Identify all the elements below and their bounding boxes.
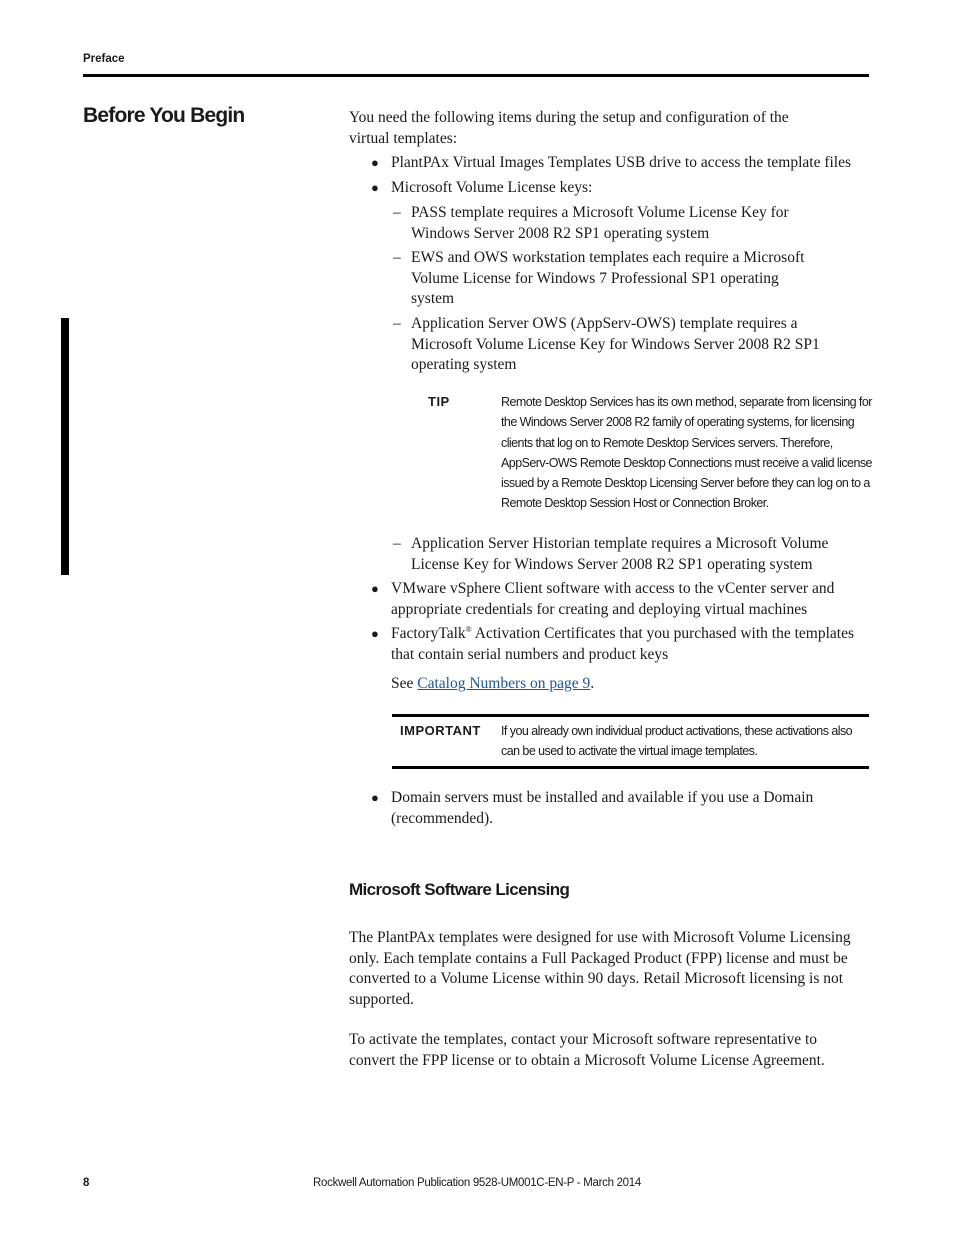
dash-marker: –: [393, 204, 401, 221]
see-suffix: .: [590, 675, 595, 692]
sub-item-appserv-ows: Application Server OWS (AppServ-OWS) template requires a Microsoft Volume License Key for Windows Server 2008 R2 SP1 operating system: [411, 315, 820, 373]
licensing-paragraph-2: To activate the templates, contact your Microsoft software representative to convert the FPP license or to obtain a Microsoft Volume License Agreement.: [349, 1031, 825, 1069]
list-item-domain: Domain servers must be installed and available if you use a Domain (recommended).: [391, 789, 814, 827]
bullet-marker: ●: [371, 626, 379, 641]
important-text: If you already own individual product activations, these activations also can be used to activate the virtual image templates.: [501, 724, 853, 759]
change-bar: [61, 318, 69, 575]
list-item-factorytalk: [391, 624, 869, 665]
see-prefix: See: [391, 675, 418, 692]
tip-label: TIP: [428, 394, 450, 409]
running-header: Preface: [83, 53, 125, 65]
catalog-numbers-link[interactable]: Catalog Numbers on page 9: [417, 675, 591, 692]
footer-publication: Rockwell Automation Publication 9528-UM001C-EN-P - March 2014: [313, 1177, 641, 1189]
bullet-marker: ●: [371, 581, 379, 596]
important-top-rule: [392, 714, 869, 717]
sub-item-pass: PASS template requires a Microsoft Volume License Key for Windows Server 2008 R2 SP1 operating system: [411, 204, 789, 242]
factorytalk-name: FactoryTalk: [391, 625, 466, 642]
bullet-marker: ●: [371, 155, 379, 170]
bullet-marker: ●: [371, 180, 379, 195]
sub-item-ews-ows: EWS and OWS workstation templates each require a Microsoft Volume License for Windows 7 Professional SP1 operating system: [411, 249, 805, 307]
intro-paragraph: You need the following items during the setup and configuration of the virtual templates:: [349, 109, 789, 147]
section-title: Before You Begin: [83, 104, 245, 127]
list-item-usb: PlantPAx Virtual Images Templates USB drive to access the template files: [391, 154, 852, 171]
dash-marker: –: [393, 535, 401, 552]
see-reference: [391, 674, 869, 695]
important-bottom-rule: [392, 766, 869, 769]
factorytalk-description: Activation Certificates that you purchased with the templates that contain serial numbers and product keys: [391, 625, 854, 663]
dash-marker: –: [393, 315, 401, 332]
list-item-vsphere: VMware vSphere Client software with access to the vCenter server and appropriate credentials for creating and deploying virtual machines: [391, 580, 835, 618]
page-number: 8: [83, 1177, 90, 1189]
list-item-license-keys: Microsoft Volume License keys:: [391, 179, 593, 196]
licensing-paragraph-1: The PlantPAx templates were designed for use with Microsoft Volume Licensing only. Each template contains a Full Packaged Product (FPP) license and must be converted to a Volume License within 90 days. Retail Microsoft licensing is not supported.: [349, 929, 851, 1008]
header-rule: [83, 74, 869, 77]
registered-mark: ®: [465, 624, 472, 634]
bullet-marker: ●: [371, 790, 379, 805]
sub-item-historian: Application Server Historian template requires a Microsoft Volume License Key for Windows Server 2008 R2 SP1 operating system: [411, 535, 829, 573]
important-label: IMPORTANT: [400, 723, 481, 738]
subsection-title: Microsoft Software Licensing: [349, 880, 570, 899]
tip-text: Remote Desktop Services has its own method, separate from licensing for the Windows Server 2008 R2 family of operating systems, for licensing clients that log on to Remote Desktop Services servers. Therefore, AppServ-OWS Remote Desktop Connections must receive a valid license issued by a Remote Desktop Licensing Server before they can log on to a Remote Desktop Session Host or Connection Broker.: [501, 395, 872, 511]
dash-marker: –: [393, 249, 401, 266]
